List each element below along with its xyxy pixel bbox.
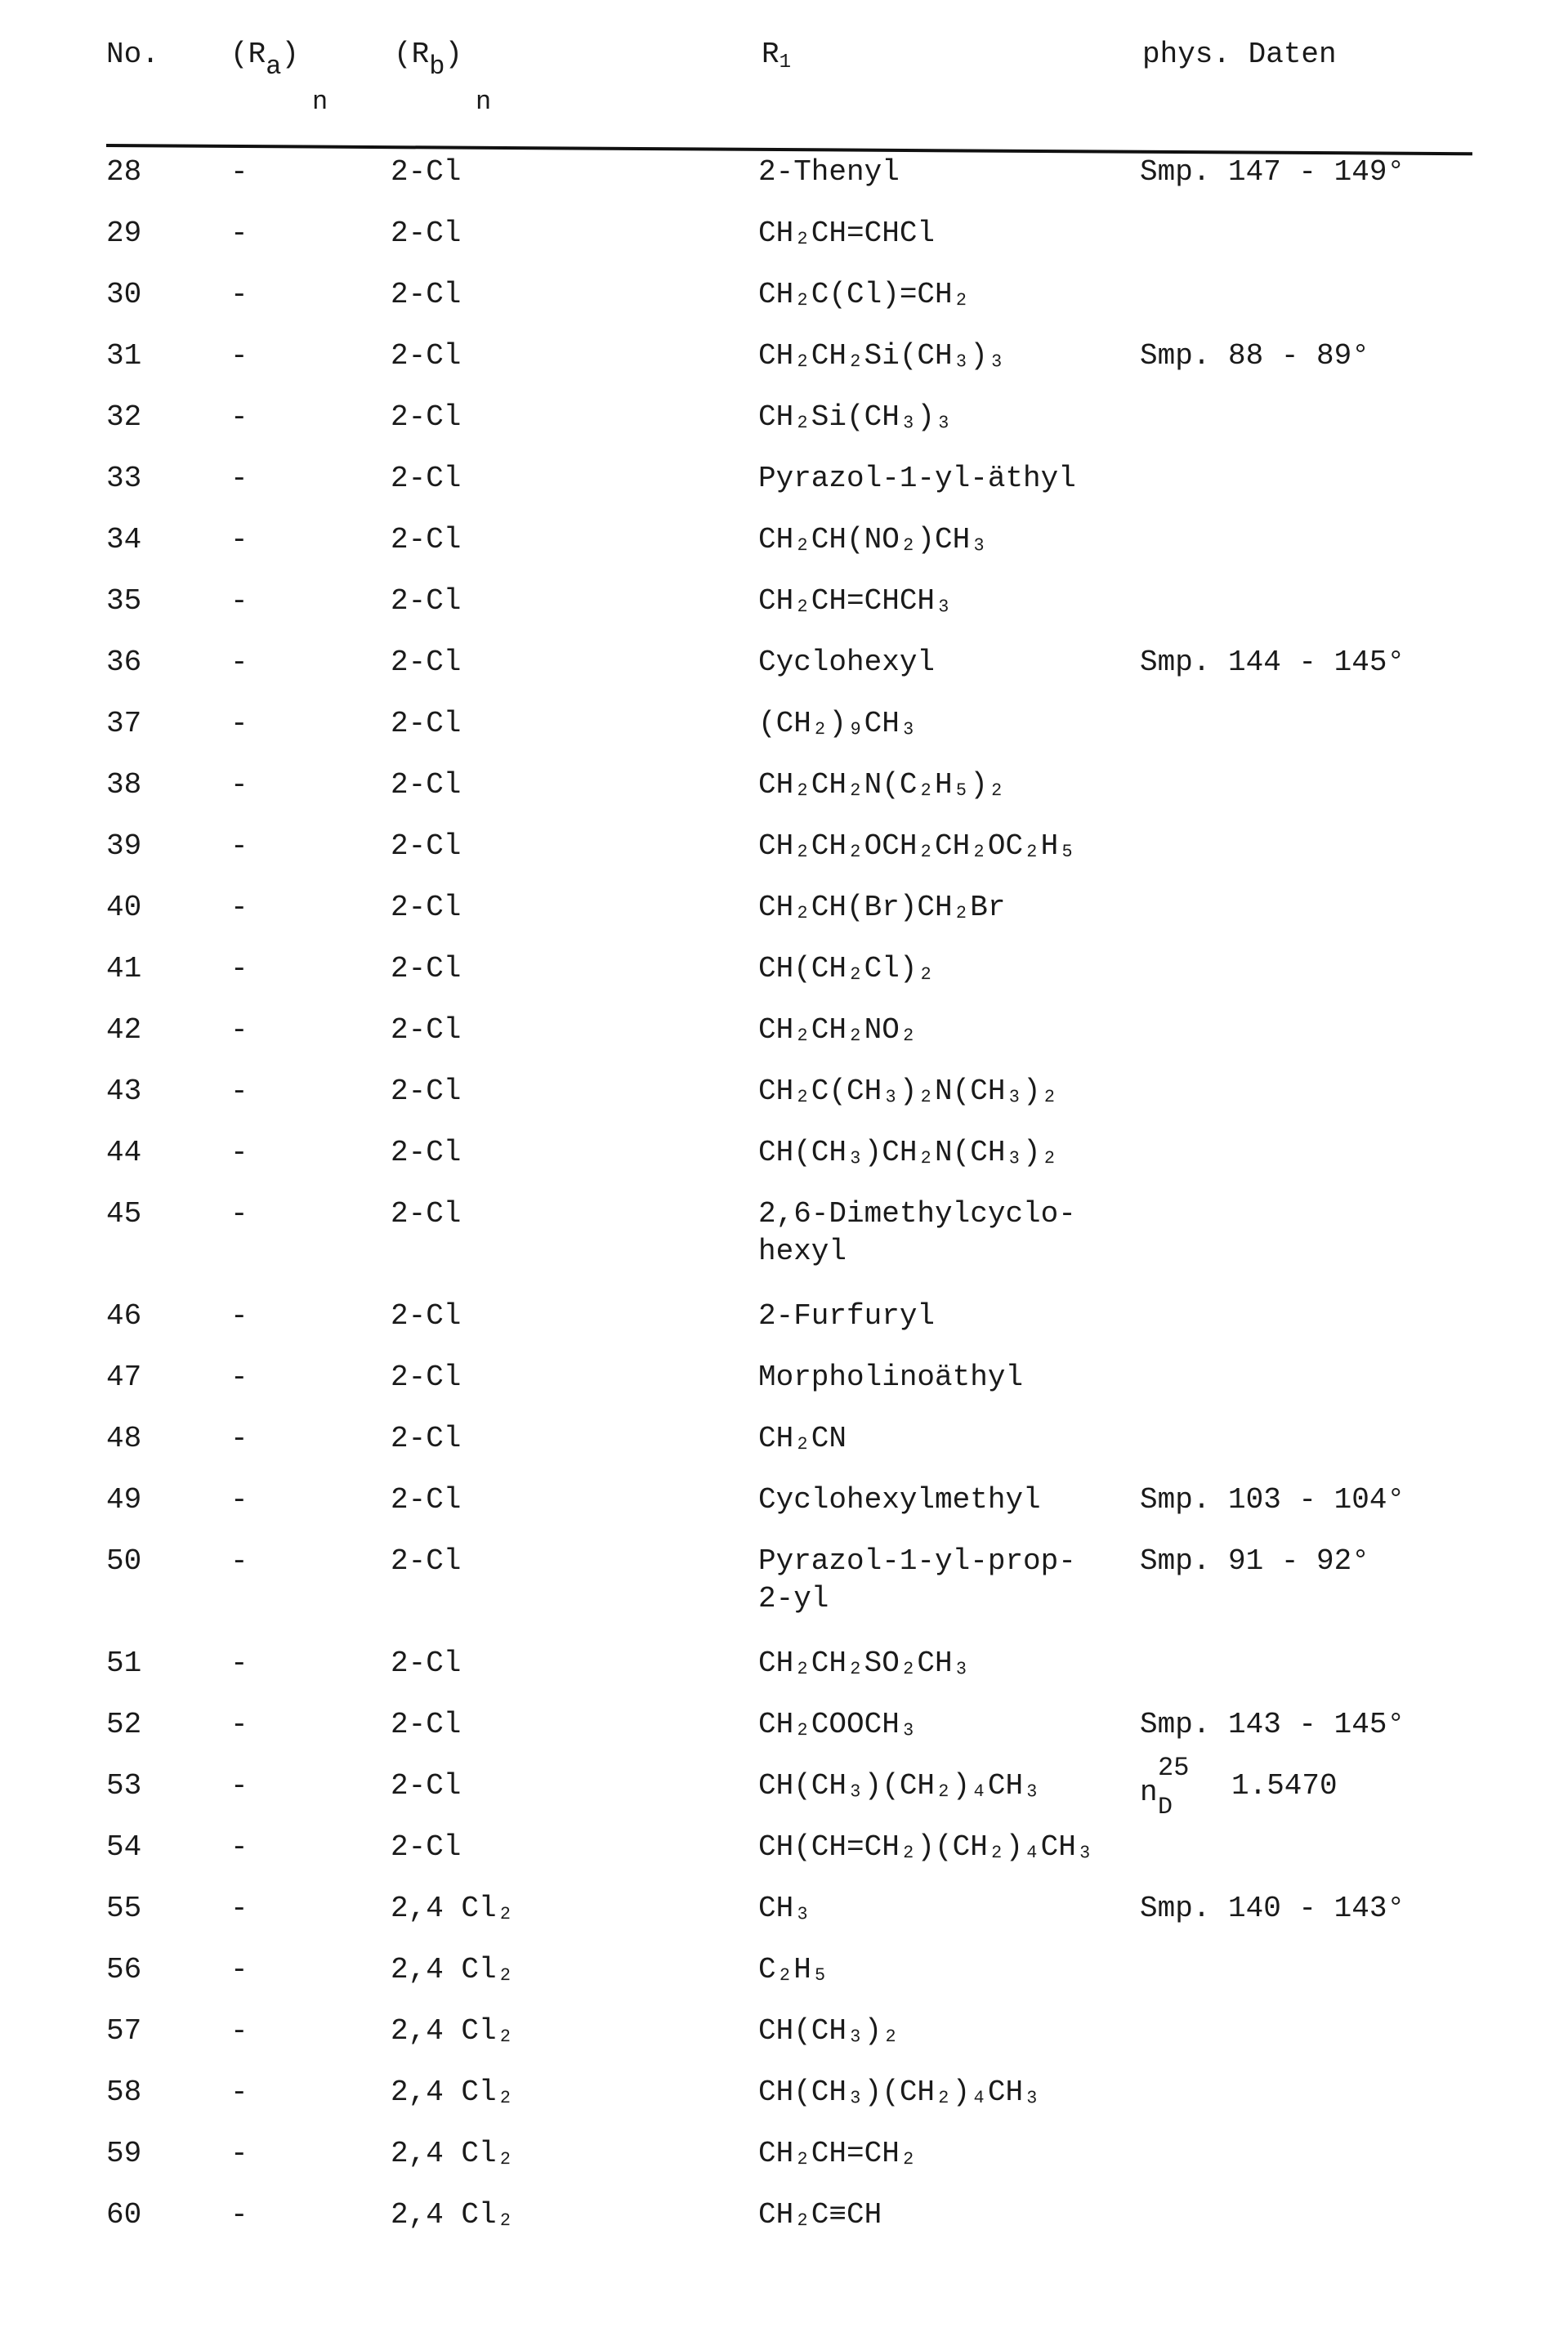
cell-ra: - xyxy=(230,1075,248,1108)
table-row xyxy=(0,1073,1568,1134)
cell-ra: - xyxy=(230,400,248,434)
table-row xyxy=(0,460,1568,521)
cell-r1: CH(CH₃)(CH₂)₄CH₃ xyxy=(758,2076,1041,2109)
cell-rb: 2-Cl xyxy=(391,952,462,985)
cell-rb: 2-Cl xyxy=(391,155,462,189)
table-row xyxy=(0,2074,1568,2135)
table-body xyxy=(0,154,1568,2258)
cell-rb: 2-Cl xyxy=(391,1299,462,1333)
cell-ra: - xyxy=(230,1544,248,1578)
cell-r1: CH₂CH₂N(C₂H₅)₂ xyxy=(758,768,1006,802)
cell-rb: 2-Cl xyxy=(391,891,462,924)
cell-no: 40 xyxy=(106,891,142,924)
cell-rb: 2-Cl xyxy=(391,523,462,556)
cell-rb: 2-Cl xyxy=(391,339,462,373)
cell-ra: - xyxy=(230,523,248,556)
cell-r1: CH₂CH₂SO₂CH₃ xyxy=(758,1647,971,1680)
cell-r1: 2-Thenyl xyxy=(758,155,900,189)
cell-no: 41 xyxy=(106,952,142,985)
cell-ra: - xyxy=(230,2137,248,2170)
cell-ra: - xyxy=(230,1483,248,1517)
cell-ra: - xyxy=(230,707,248,740)
cell-phys: Smp. 91 - 92° xyxy=(1140,1544,1369,1578)
cell-ra: - xyxy=(230,1953,248,1986)
table-row xyxy=(0,1481,1568,1543)
cell-ra: - xyxy=(230,339,248,373)
cell-no: 30 xyxy=(106,278,142,311)
table-row xyxy=(0,1012,1568,1073)
table-row xyxy=(0,644,1568,705)
cell-no: 29 xyxy=(106,217,142,250)
cell-r1: C₂H₅ xyxy=(758,1953,829,1986)
header-r1 xyxy=(762,36,791,82)
cell-r1: (CH₂)₉CH₃ xyxy=(758,707,918,740)
cell-rb: 2-Cl xyxy=(391,1830,462,1864)
cell-no: 33 xyxy=(106,462,142,495)
header-no xyxy=(106,36,159,74)
cell-r1: CH₂CH=CH₂ xyxy=(758,2137,918,2170)
refractive-index-temp: 25 xyxy=(1158,1753,1190,1783)
cell-ra: - xyxy=(230,1647,248,1680)
table-row xyxy=(0,276,1568,337)
cell-ra: - xyxy=(230,462,248,495)
header-phys-label: phys. Daten xyxy=(1142,38,1337,71)
header-ra xyxy=(230,36,328,117)
cell-r1: 2-Furfuryl xyxy=(758,1299,936,1333)
table-row xyxy=(0,1134,1568,1195)
cell-rb: 2-Cl xyxy=(391,707,462,740)
table-row xyxy=(0,1359,1568,1420)
table-row xyxy=(0,154,1568,215)
cell-no: 50 xyxy=(106,1544,142,1578)
cell-ra: - xyxy=(230,829,248,863)
cell-no: 46 xyxy=(106,1299,142,1333)
cell-no: 47 xyxy=(106,1361,142,1394)
cell-ra: - xyxy=(230,891,248,924)
cell-rb: 2-Cl xyxy=(391,768,462,802)
cell-r1: Pyrazol-1-yl-äthyl xyxy=(758,462,1076,495)
cell-r1: CH₂COOCH₃ xyxy=(758,1708,918,1741)
cell-rb: 2-Cl xyxy=(391,1136,462,1169)
cell-ra: - xyxy=(230,1892,248,1925)
cell-r1: 2,6-Dimethylcyclo- hexyl xyxy=(758,1197,1076,1268)
cell-no: 39 xyxy=(106,829,142,863)
header-rb-n: n xyxy=(476,87,492,117)
cell-r1: CH(CH₃)₂ xyxy=(758,2014,900,2048)
table-row xyxy=(0,583,1568,644)
cell-rb: 2-Cl xyxy=(391,829,462,863)
header-no-label: No. xyxy=(106,38,159,71)
cell-rb: 2,4 Cl₂ xyxy=(391,2076,515,2109)
table-row xyxy=(0,215,1568,276)
cell-r1: CH₂CH(NO₂)CH₃ xyxy=(758,523,988,556)
header-r1-subscript: 1 xyxy=(779,51,792,74)
refractive-index-value: 1.5470 xyxy=(1231,1769,1338,1803)
cell-phys xyxy=(1140,1753,1338,1821)
table-row xyxy=(0,950,1568,1012)
cell-ra: - xyxy=(230,1299,248,1333)
header-r1-label: R xyxy=(762,38,780,71)
cell-rb: 2,4 Cl₂ xyxy=(391,2137,515,2170)
cell-r1: CH₂CH(Br)CH₂Br xyxy=(758,891,1006,924)
cell-rb: 2,4 Cl₂ xyxy=(391,1892,515,1925)
refractive-index-n: n xyxy=(1140,1776,1158,1809)
cell-phys: Smp. 103 - 104° xyxy=(1140,1483,1405,1517)
table-row xyxy=(0,2196,1568,2258)
table-row xyxy=(0,889,1568,950)
table-row xyxy=(0,1543,1568,1645)
table-row xyxy=(0,399,1568,460)
cell-rb: 2-Cl xyxy=(391,1544,462,1578)
cell-r1: Cyclohexylmethyl xyxy=(758,1483,1041,1517)
cell-r1: CH₂CH₂OCH₂CH₂OC₂H₅ xyxy=(758,829,1076,863)
refractive-index-line: D xyxy=(1158,1794,1173,1821)
header-rb xyxy=(394,36,492,117)
cell-rb: 2-Cl xyxy=(391,1422,462,1455)
cell-no: 45 xyxy=(106,1197,142,1231)
table-row xyxy=(0,1890,1568,1951)
cell-no: 37 xyxy=(106,707,142,740)
cell-rb: 2-Cl xyxy=(391,217,462,250)
cell-rb: 2-Cl xyxy=(391,646,462,679)
cell-r1: CH(CH=CH₂)(CH₂)₄CH₃ xyxy=(758,1830,1094,1864)
cell-rb: 2-Cl xyxy=(391,1647,462,1680)
table-row xyxy=(0,2013,1568,2074)
cell-ra: - xyxy=(230,2076,248,2109)
table-row xyxy=(0,2135,1568,2196)
cell-no: 52 xyxy=(106,1708,142,1741)
cell-r1: CH₂CH₂Si(CH₃)₃ xyxy=(758,339,1006,373)
cell-rb: 2-Cl xyxy=(391,1197,462,1231)
cell-phys: Smp. 144 - 145° xyxy=(1140,646,1405,679)
cell-rb: 2-Cl xyxy=(391,1013,462,1047)
cell-ra: - xyxy=(230,278,248,311)
table-row xyxy=(0,1829,1568,1890)
cell-rb: 2-Cl xyxy=(391,1361,462,1394)
table-row xyxy=(0,1706,1568,1767)
table-row xyxy=(0,705,1568,766)
cell-ra: - xyxy=(230,217,248,250)
cell-no: 48 xyxy=(106,1422,142,1455)
cell-r1: CH₂C(CH₃)₂N(CH₃)₂ xyxy=(758,1075,1059,1108)
cell-ra: - xyxy=(230,155,248,189)
table-header xyxy=(0,36,1568,134)
cell-rb: 2-Cl xyxy=(391,1769,462,1803)
cell-no: 42 xyxy=(106,1013,142,1047)
header-ra-label: (R xyxy=(230,38,266,71)
cell-r1: CH₂CH=CHCl xyxy=(758,217,936,250)
cell-ra: - xyxy=(230,646,248,679)
cell-no: 38 xyxy=(106,768,142,802)
cell-no: 56 xyxy=(106,1953,142,1986)
cell-rb: 2-Cl xyxy=(391,1075,462,1108)
table-row xyxy=(0,1420,1568,1481)
header-ra-n: n xyxy=(312,87,328,117)
cell-no: 59 xyxy=(106,2137,142,2170)
cell-r1: Cyclohexyl xyxy=(758,646,936,679)
cell-r1: CH(CH₃)CH₂N(CH₃)₂ xyxy=(758,1136,1059,1169)
cell-ra: - xyxy=(230,768,248,802)
cell-no: 53 xyxy=(106,1769,142,1803)
table-row xyxy=(0,1195,1568,1298)
header-rb-subscript: b xyxy=(429,51,445,82)
cell-phys: Smp. 88 - 89° xyxy=(1140,339,1369,373)
cell-rb: 2-Cl xyxy=(391,400,462,434)
cell-ra: - xyxy=(230,1361,248,1394)
cell-ra: - xyxy=(230,952,248,985)
cell-no: 36 xyxy=(106,646,142,679)
cell-r1: CH(CH₃)(CH₂)₄CH₃ xyxy=(758,1769,1041,1803)
cell-rb: 2-Cl xyxy=(391,462,462,495)
cell-r1: Morpholinoäthyl xyxy=(758,1361,1024,1394)
cell-no: 57 xyxy=(106,2014,142,2048)
cell-rb: 2,4 Cl₂ xyxy=(391,2014,515,2048)
cell-r1: CH₂C(Cl)=CH₂ xyxy=(758,278,971,311)
cell-no: 28 xyxy=(106,155,142,189)
header-ra-subscript: a xyxy=(266,51,282,82)
table-row xyxy=(0,521,1568,583)
cell-rb: 2-Cl xyxy=(391,1708,462,1741)
cell-no: 34 xyxy=(106,523,142,556)
table-row xyxy=(0,1753,1568,1829)
cell-ra: - xyxy=(230,1708,248,1741)
cell-r1: CH(CH₂Cl)₂ xyxy=(758,952,936,985)
cell-no: 58 xyxy=(106,2076,142,2109)
cell-ra: - xyxy=(230,1197,248,1231)
cell-ra: - xyxy=(230,2198,248,2232)
table-row xyxy=(0,828,1568,889)
table-row xyxy=(0,1298,1568,1359)
header-phys xyxy=(1142,36,1337,74)
cell-r1: CH₂C≡CH xyxy=(758,2198,882,2232)
cell-rb: 2-Cl xyxy=(391,584,462,618)
cell-no: 49 xyxy=(106,1483,142,1517)
table-row xyxy=(0,1951,1568,2013)
cell-r1: Pyrazol-1-yl-prop- 2-yl xyxy=(758,1544,1076,1615)
cell-ra: - xyxy=(230,1013,248,1047)
cell-no: 44 xyxy=(106,1136,142,1169)
cell-r1: CH₂CH=CHCH₃ xyxy=(758,584,953,618)
cell-no: 60 xyxy=(106,2198,142,2232)
cell-r1: CH₂CN xyxy=(758,1422,847,1455)
cell-phys: Smp. 147 - 149° xyxy=(1140,155,1405,189)
cell-no: 31 xyxy=(106,339,142,373)
cell-rb: 2,4 Cl₂ xyxy=(391,2198,515,2232)
cell-ra: - xyxy=(230,1136,248,1169)
cell-ra: - xyxy=(230,1830,248,1864)
cell-rb: 2,4 Cl₂ xyxy=(391,1953,515,1986)
cell-ra: - xyxy=(230,1422,248,1455)
cell-r1: CH₂CH₂NO₂ xyxy=(758,1013,918,1047)
header-rb-close: ) xyxy=(444,38,463,71)
cell-ra: - xyxy=(230,2014,248,2048)
cell-no: 43 xyxy=(106,1075,142,1108)
cell-no: 35 xyxy=(106,584,142,618)
cell-phys: Smp. 140 - 143° xyxy=(1140,1892,1405,1925)
cell-ra: - xyxy=(230,584,248,618)
header-ra-close: ) xyxy=(281,38,300,71)
refractive-index-symbol xyxy=(1140,1753,1190,1821)
cell-r1: CH₂Si(CH₃)₃ xyxy=(758,400,953,434)
cell-r1: CH₃ xyxy=(758,1892,811,1925)
cell-no: 51 xyxy=(106,1647,142,1680)
cell-rb: 2-Cl xyxy=(391,278,462,311)
table-row xyxy=(0,337,1568,399)
table-row xyxy=(0,766,1568,828)
cell-no: 54 xyxy=(106,1830,142,1864)
header-rb-label: (R xyxy=(394,38,430,71)
cell-rb: 2-Cl xyxy=(391,1483,462,1517)
cell-ra: - xyxy=(230,1769,248,1803)
cell-no: 55 xyxy=(106,1892,142,1925)
cell-phys: Smp. 143 - 145° xyxy=(1140,1708,1405,1741)
table-row xyxy=(0,1645,1568,1706)
cell-no: 32 xyxy=(106,400,142,434)
